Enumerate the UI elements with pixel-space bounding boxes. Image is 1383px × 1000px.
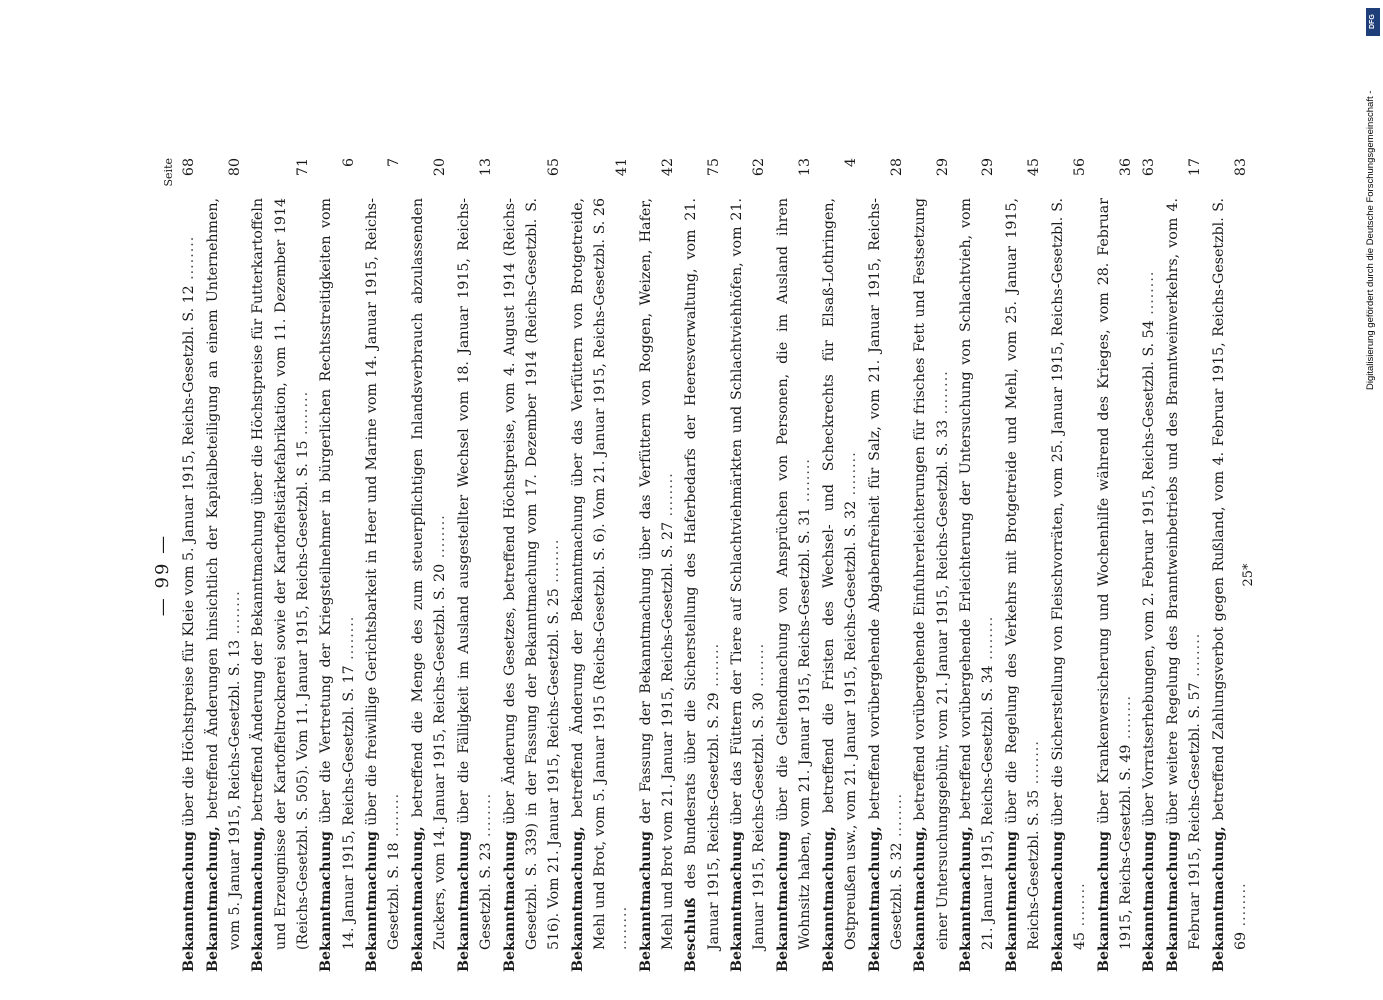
entry-text xyxy=(1001,198,1045,972)
leader-dots: ........ xyxy=(934,370,951,420)
leader-dots: ........ xyxy=(751,642,768,693)
entry-text xyxy=(1047,198,1091,972)
list-item xyxy=(499,158,566,972)
entry-page-number: 36 xyxy=(1117,158,1134,177)
entry-page-number: 75 xyxy=(705,158,722,177)
list-item xyxy=(909,158,953,972)
entry-page-number: 13 xyxy=(797,158,814,177)
entry-page-number: 71 xyxy=(294,158,311,177)
entry-lead: Bekanntmachung xyxy=(1049,831,1066,972)
entry-lead: Bekanntmachung xyxy=(1095,831,1112,972)
list-item xyxy=(818,158,862,972)
entry-body: über die Sicherstellung von Fleischvorräten, vom 25. Januar 1915, Reichs-Gesetzbl. S. 45 xyxy=(1049,198,1088,950)
entry-body: betreffend vorübergehende Erleichterung der Untersuchung von Schlachtvieh, vom 21. Januar 1915, Reichs-Gesetzbl. S. 34 xyxy=(958,197,997,950)
entry-text xyxy=(1093,198,1137,972)
entry-page-number: 65 xyxy=(545,158,562,177)
entry-lead: Bekanntmachung xyxy=(1164,831,1181,972)
entry-text xyxy=(407,198,451,972)
entry-body: betreffend Änderung der Bekanntmachung über das Verfüttern von Brotgetreide, Mehl und Brot, vom 5. Januar 1915 (Reichs-Gesetzbl. S. 6). Vom 21. Januar 1915, Reichs-Gesetzbl. S. 26 xyxy=(569,198,608,950)
leader-dots: ........ xyxy=(888,792,905,843)
entry-lead: Bekanntmachung xyxy=(364,831,381,972)
entry-lead: Bekanntmachung xyxy=(1003,831,1020,972)
entry-text xyxy=(864,198,908,972)
entry-body: betreffend vorübergehende Abgabenfreiheit für Salz, vom 21. Januar 1915, Reichs-Gesetzbl. S. 32 xyxy=(866,198,905,950)
entry-lead: Beschluß xyxy=(683,897,700,972)
entry-list xyxy=(178,158,1254,972)
entry-text xyxy=(1138,198,1160,972)
entry-page-number: 56 xyxy=(1071,158,1088,177)
entry-body: über die Regelung des Verkehrs mit Brotgetreide und Mehl, vom 25. Januar 1915, Reichs-Gesetzbl. S. 35 xyxy=(1003,197,1043,950)
leader-dots: ........ xyxy=(613,905,630,950)
entry-page-number: 20 xyxy=(432,158,449,177)
signature-mark: 25* xyxy=(1241,563,1256,587)
leader-dots: ........ xyxy=(659,472,676,522)
entry-body: über die freiwillige Gerichtsbarkeit in Heer und Marine vom 14. Januar 1915, Reichs-Gesetzbl. S. 18 xyxy=(364,198,403,950)
leader-dots: ........ xyxy=(842,451,859,501)
leader-dots: ........ xyxy=(980,615,997,666)
list-item xyxy=(1138,158,1160,972)
entry-text xyxy=(955,198,999,972)
leader-dots: ........ xyxy=(386,792,403,843)
leader-dots: ........ xyxy=(1117,694,1134,745)
leader-dots: ........ xyxy=(477,792,494,843)
entry-page-number: 17 xyxy=(1187,158,1204,177)
list-item xyxy=(453,158,497,972)
list-item xyxy=(315,158,359,972)
leader-dots: ........ xyxy=(797,458,814,508)
entry-page-number: 13 xyxy=(477,158,494,177)
entry-text xyxy=(772,198,816,972)
entry-text xyxy=(726,198,770,972)
entry-text xyxy=(315,198,359,972)
entry-lead: Bekanntmachung xyxy=(774,831,791,972)
entry-body: über Änderung des Gesetzes, betreffend Höchstpreise, vom 4. August 1914 (Reichs-Gesetzbl. S. 339) in der Fassung der Bekanntmachung vom 17. Dezember 1914 (Reichs-Gesetzbl. S. 516). Vom 21. Januar 1915, Reichs-Gesetzbl. S. 25 xyxy=(501,198,562,950)
entry-lead: Bekanntmachung xyxy=(455,831,472,972)
entry-text xyxy=(635,198,679,972)
entry-page-number: 83 xyxy=(1232,158,1249,177)
entry-page-number: 80 xyxy=(226,158,243,177)
leader-dots: ........ xyxy=(1187,632,1204,683)
entry-page-number: 29 xyxy=(980,158,997,177)
entry-text xyxy=(909,198,953,972)
entry-page-number: 4 xyxy=(842,158,859,168)
entry-lead: Bekanntmachung, xyxy=(204,826,221,972)
list-item xyxy=(1162,158,1206,972)
leader-dots: ........ xyxy=(545,538,562,589)
entry-body: über Vorratserhebungen, vom 2. Februar 1915, Reichs-Gesetzbl. S. 54 xyxy=(1141,320,1158,827)
entry-text xyxy=(453,198,497,972)
dfg-logo: DFG xyxy=(1366,8,1380,36)
entry-body: über weitere Regelung des Branntweinbetriebs und des Branntweinverkehrs, vom 4. Februar 1915, Reichs-Gesetzbl. S. 57 xyxy=(1164,198,1204,950)
entry-body: betreffend vorübergehende Einfuhrerleichterungen für frisches Fett und Festsetzung einer Untersuchungsgebühr, vom 21. Januar 1915, Reichs-Gesetzbl. S. 33 xyxy=(912,198,951,950)
entry-body: betreffend Änderung der Bekanntmachung über die Höchstpreise für Futterkartoffeln und Erzeugnisse der Kartoffeltrocknerei sowie der Kartoffelstärkefabrikation, vom 11. Dezember 1914 (Reichs-Gesetzbl. S. 505). Vom 11. Januar 1915, Reichs-Gesetzbl. S. 15 xyxy=(250,198,311,950)
entry-lead: Bekanntmachung, xyxy=(820,826,837,972)
entry-text xyxy=(247,198,314,972)
list-item xyxy=(361,158,405,972)
entry-page-number: 68 xyxy=(181,158,197,177)
entry-lead: Bekanntmachung xyxy=(318,831,335,972)
entry-page-number: 7 xyxy=(386,158,403,168)
entry-body: betreffend die Menge des zum steuerpflichtigen Inlandsverbrauch abzulassenden Zuckers, vom 14. Januar 1915, Reichs-Gesetzbl. S. 20 xyxy=(409,197,449,950)
list-item xyxy=(726,158,770,972)
entry-body: über Krankenversicherung und Wochenhilfe während des Krieges, vom 28. Februar 1915, Reichs-Gesetzbl. S. 49 xyxy=(1095,198,1134,950)
list-item xyxy=(772,158,816,972)
entry-lead: Bekanntmachung, xyxy=(958,826,975,972)
entry-page-number: 42 xyxy=(659,158,676,177)
list-item xyxy=(680,158,724,972)
entry-text xyxy=(361,198,405,972)
leader-dots: ........ xyxy=(432,514,449,564)
list-item xyxy=(202,158,246,972)
entry-lead: Bekanntmachung xyxy=(1141,831,1158,972)
entry-body: über das Füttern der Tiere auf Schlachtviehmärkten und Schlachtviehhöfen, vom 21. Januar 1915, Reichs-Gesetzbl. S. 30 xyxy=(729,198,768,950)
list-item xyxy=(864,158,908,972)
entry-page-number: 62 xyxy=(751,158,768,177)
entry-lead: Bekanntmachung, xyxy=(912,826,929,972)
leader-dots: ........ xyxy=(1141,270,1158,321)
entry-lead: Bekanntmachung xyxy=(637,831,654,972)
leader-dots: ........ xyxy=(1071,882,1088,932)
entry-body: betreffend die Fristen des Wechsel- und Scheckrechts für Elsaß-Lothringen, Ostpreußen usw., vom 21. Januar 1915, Reichs-Gesetzbl. S. 32 xyxy=(820,197,859,950)
leader-dots: ........ xyxy=(705,642,722,693)
credit-text: Digitalisierung gefördert durch die Deutsche Forschungsgemeinschaft - xyxy=(1365,90,1376,390)
list-item xyxy=(567,158,634,972)
list-item xyxy=(247,158,314,972)
entry-lead: Bekanntmachung, xyxy=(569,826,586,972)
list-item xyxy=(635,158,679,972)
list-item xyxy=(1047,158,1091,972)
entry-page-number: 6 xyxy=(340,158,357,168)
entry-lead: Bekanntmachung, xyxy=(1210,826,1227,972)
entry-lead: Bekanntmachung, xyxy=(409,826,426,972)
leader-dots: ........ xyxy=(181,235,197,286)
list-item xyxy=(1093,158,1137,972)
page-number-header: — 99 — xyxy=(152,533,173,617)
entry-page-number: 63 xyxy=(1141,158,1158,177)
entry-body: über die Höchstpreise für Kleie vom 5. Januar 1915, Reichs-Gesetzbl. S. 12 xyxy=(181,285,197,827)
page-column-label: Seite xyxy=(162,158,175,187)
entry-lead: Bekanntmachung, xyxy=(250,826,267,972)
leader-dots: ........ xyxy=(340,615,357,666)
list-item xyxy=(1001,158,1045,972)
entry-body: über die Geltendmachung von Ansprüchen von Personen, die im Ausland ihren Wohnsitz haben, vom 21. Januar 1915, Reichs-Gesetzbl. S. 31 xyxy=(774,198,814,950)
document-page xyxy=(140,150,1270,1000)
entry-text xyxy=(499,198,566,972)
entry-body: betreffend Zahlungsverbot gegen Rußland, vom 4. Februar 1915, Reichs-Gesetzbl. S. 69 xyxy=(1210,198,1249,950)
leader-dots: ........ xyxy=(1232,882,1249,932)
leader-dots: ........ xyxy=(1026,740,1043,790)
leader-dots: ........ xyxy=(294,390,311,441)
entry-text xyxy=(178,198,200,972)
entry-page-number: 41 xyxy=(613,158,630,177)
entry-body: der Fassung der Bekanntmachung über das Verfüttern von Roggen, Weizen, Hafer, Mehl und Brot vom 21. Januar 1915, Reichs-Gesetzbl. S. 27 xyxy=(637,198,676,950)
entry-page-number: 28 xyxy=(888,158,905,177)
entry-text xyxy=(818,198,862,972)
entry-body: des Bundesrats über die Sicherstellung des Haferbedarfs der Heeresverwaltung, vom 21. Januar 1915, Reichs-Gesetzbl. S. 29 xyxy=(683,198,722,950)
entry-lead: Bekanntmachung xyxy=(181,831,197,972)
entry-page-number: 29 xyxy=(934,158,951,177)
entry-text xyxy=(202,198,246,972)
list-item xyxy=(407,158,451,972)
list-item xyxy=(955,158,999,972)
entry-lead: Bekanntmachung, xyxy=(866,826,883,972)
list-item xyxy=(178,158,200,972)
entry-lead: Bekanntmachung xyxy=(501,831,518,972)
entry-text xyxy=(567,198,634,972)
entry-text xyxy=(1162,198,1206,972)
digitization-credit xyxy=(1360,10,1382,390)
entry-body: betreffend Änderungen hinsichtlich der Kapitalbeteiligung an einem Unternehmen, vom 5. Januar 1915, Reichs-Gesetzbl. S. 13 xyxy=(204,198,243,950)
entry-body: über die Fälligkeit im Ausland ausgestellter Wechsel vom 18. Januar 1915, Reichs-Gesetzbl. S. 23 xyxy=(455,198,494,950)
entry-page-number: 45 xyxy=(1026,158,1043,177)
entry-body: über die Vertretung der Kriegsteilnehmer in bürgerlichen Rechtsstreitigkeiten vom 14. Januar 1915, Reichs-Gesetzbl. S. 17 xyxy=(318,198,357,950)
entry-text xyxy=(680,198,724,972)
leader-dots: ........ xyxy=(226,590,243,640)
entry-lead: Bekanntmachung xyxy=(729,831,746,972)
